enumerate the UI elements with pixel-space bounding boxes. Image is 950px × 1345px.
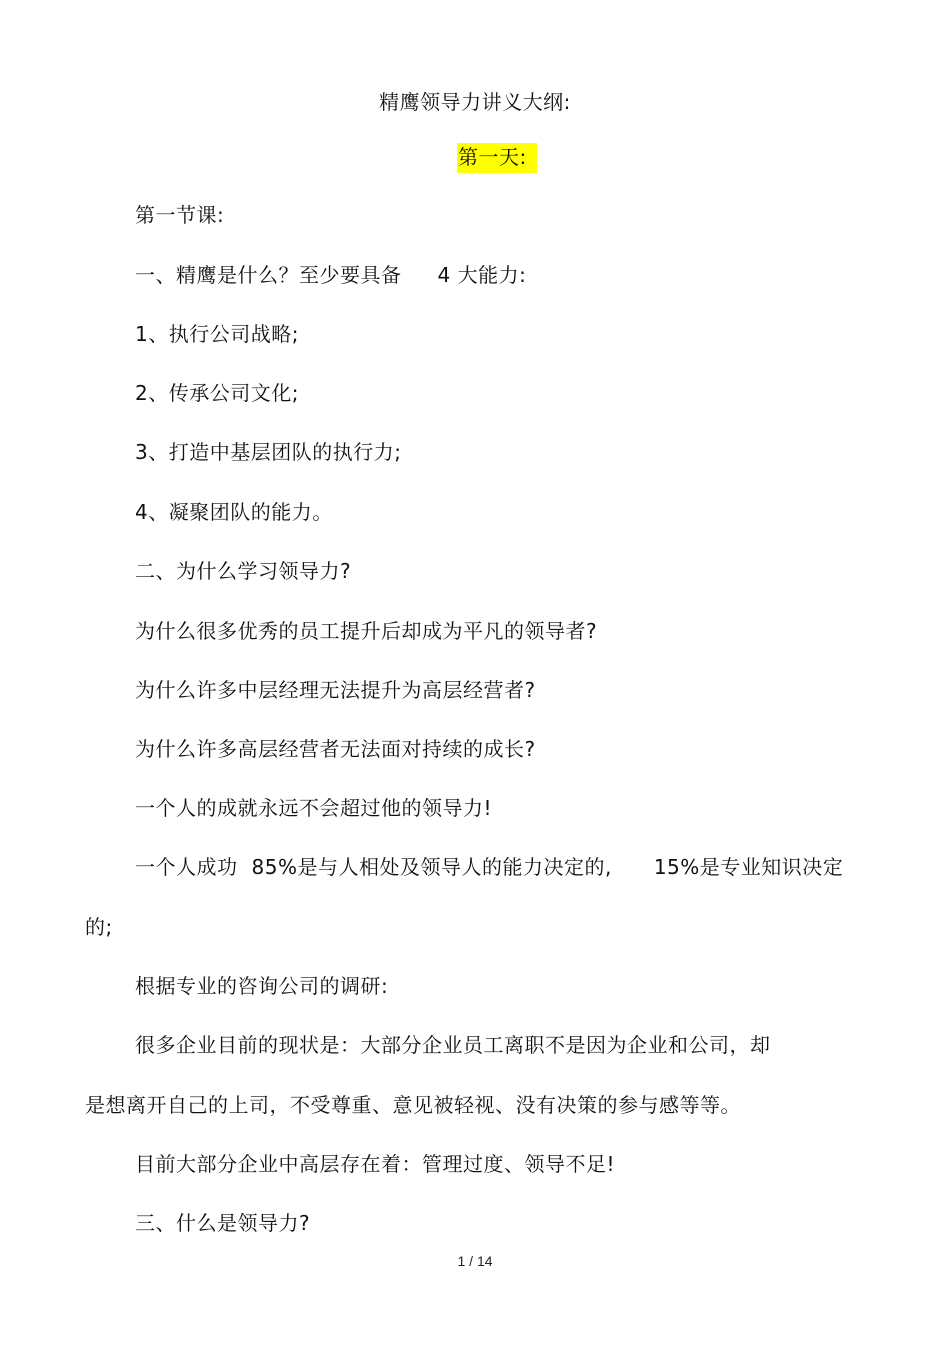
paragraph-line: 为什么很多优秀的员工提升后却成为平凡的领导者? bbox=[135, 619, 598, 643]
text-segment: 85%是与人相处及领导人的能力决定的, bbox=[251, 855, 612, 879]
list-item: 2、传承公司文化; bbox=[135, 381, 299, 405]
paragraph-line: 一个人的成就永远不会超过他的领导力! bbox=[135, 796, 493, 820]
list-item: 4、凝聚团队的能力。 bbox=[135, 500, 333, 524]
page-number: 1 / 14 bbox=[457, 1253, 493, 1269]
section-heading: 第一节课: bbox=[135, 203, 225, 227]
text-segment: 15%是专业知识决定 bbox=[653, 855, 844, 879]
paragraph-line: 为什么许多中层经理无法提升为高层经营者? bbox=[135, 678, 536, 702]
paragraph-line bbox=[135, 261, 526, 289]
list-item: 1、执行公司战略; bbox=[135, 322, 299, 346]
document-title: 精鹰领导力讲义大纲: bbox=[379, 90, 571, 114]
section-heading: 二、为什么学习领导力? bbox=[135, 559, 352, 583]
section-heading: 三、什么是领导力? bbox=[135, 1211, 311, 1235]
list-item: 3、打造中基层团队的执行力; bbox=[135, 440, 402, 464]
text-segment: 一个人成功 bbox=[135, 855, 238, 879]
paragraph-line: 根据专业的咨询公司的调研: bbox=[135, 974, 389, 998]
text-segment: 一、精鹰是什么？至少要具备 bbox=[135, 263, 402, 287]
paragraph-line bbox=[135, 853, 843, 881]
paragraph-line: 的; bbox=[85, 915, 113, 939]
paragraph-line: 目前大部分企业中高层存在着：管理过度、领导不足! bbox=[135, 1152, 616, 1176]
paragraph-line: 很多企业目前的现状是：大部分企业员工离职不是因为企业和公司，却 bbox=[135, 1033, 771, 1057]
paragraph-line: 为什么许多高层经营者无法面对持续的成长? bbox=[135, 737, 536, 761]
paragraph-line: 是想离开自己的上司，不受尊重、意见被轻视、没有决策的参与感等等。 bbox=[85, 1093, 741, 1117]
day-heading-highlighted: 第一天: bbox=[457, 143, 537, 173]
text-segment: 4 大能力: bbox=[437, 263, 527, 287]
